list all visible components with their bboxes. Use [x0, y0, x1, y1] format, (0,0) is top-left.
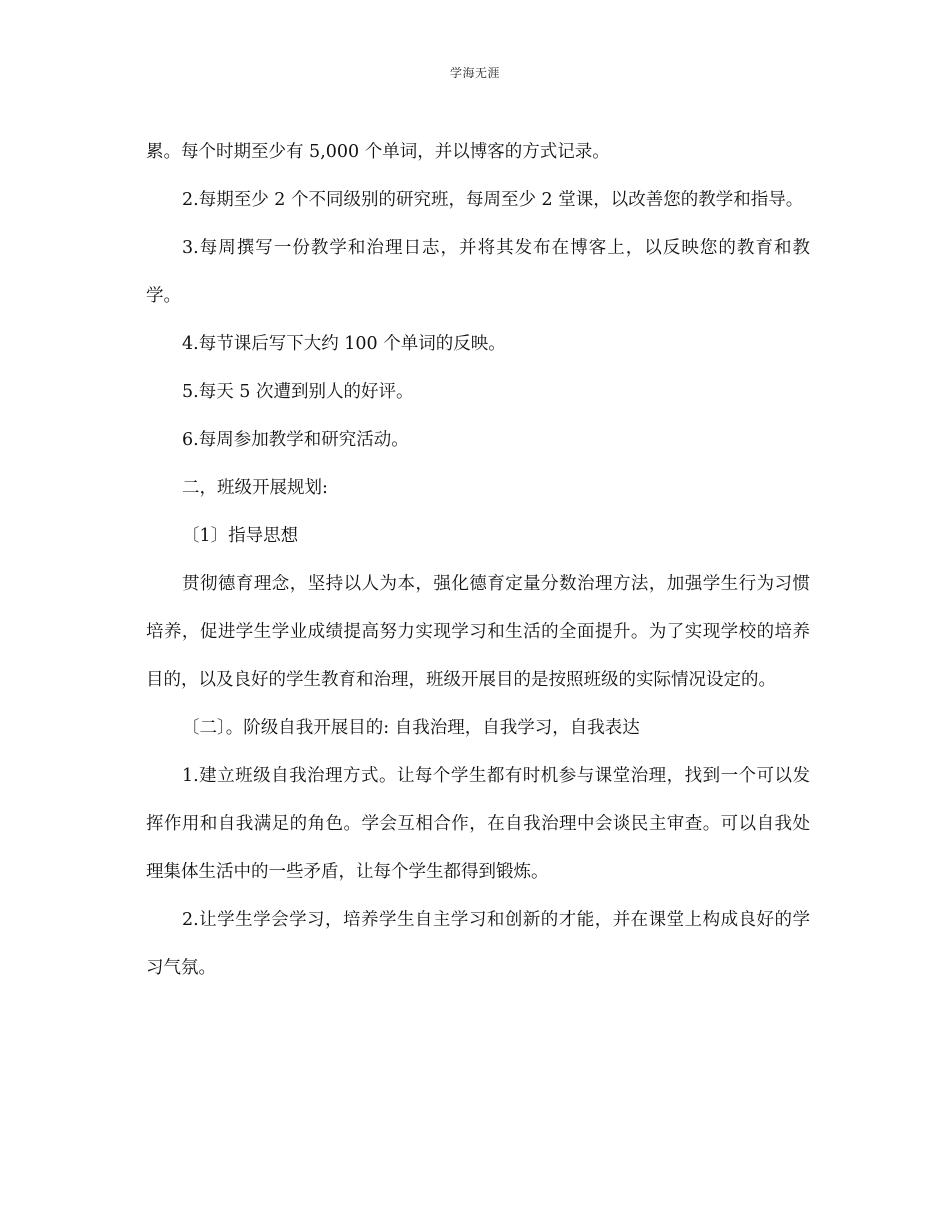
- page-header: 学海无涯: [449, 66, 500, 80]
- paragraph-3: 3.每周撰写一份教学和治理日志，并将其发布在博客上，以反映您的教育和教学。: [146, 238, 810, 306]
- paragraph-self-management: 1.建立班级自我治理方式。让每个学生都有时机参与课堂治理，找到一个可以发挥作用和自我满足的角色。学会互相合作，在自我治理中会谈民主审查。可以自我处理集体生活中的一些矛盾，让每个学生都得到锻炼。: [146, 766, 810, 882]
- subsection-heading-self-development: 〔二〕。阶级自我开展目的: 自我治理，自我学习，自我表达: [182, 718, 640, 738]
- document-body: [146, 128, 810, 992]
- paragraph-4: 4.每节课后写下大约 100 个单词的反映。: [182, 334, 506, 354]
- subsection-heading-guiding-thought: 〔1〕指导思想: [182, 526, 299, 546]
- paragraph-5: 5.每天 5 次遭到别人的好评。: [182, 382, 414, 402]
- paragraph-self-learning: 2.让学生学会学习，培养学生自主学习和创新的才能，并在课堂上构成良好的学习气氛。: [146, 910, 810, 978]
- paragraph-1: 累。每个时期至少有 5,000 个单词，并以博客的方式记录。: [146, 142, 610, 162]
- section-heading-plan: 二，班级开展规划:: [182, 478, 328, 498]
- paragraph-guiding-thought: 贯彻德育理念，坚持以人为本，强化德育定量分数治理方法，加强学生行为习惯培养，促进学生学业成绩提高努力实现学习和生活的全面提升。为了实现学校的培养目的，以及良好的学生教育和治理，班级开展目的是按照班级的实际情况设定的。: [146, 574, 810, 690]
- paragraph-2: 2.每期至少 2 个不同级别的研究班，每周至少 2 堂课，以改善您的教学和指导。: [182, 190, 804, 210]
- paragraph-6: 6.每周参加教学和研究活动。: [182, 430, 409, 450]
